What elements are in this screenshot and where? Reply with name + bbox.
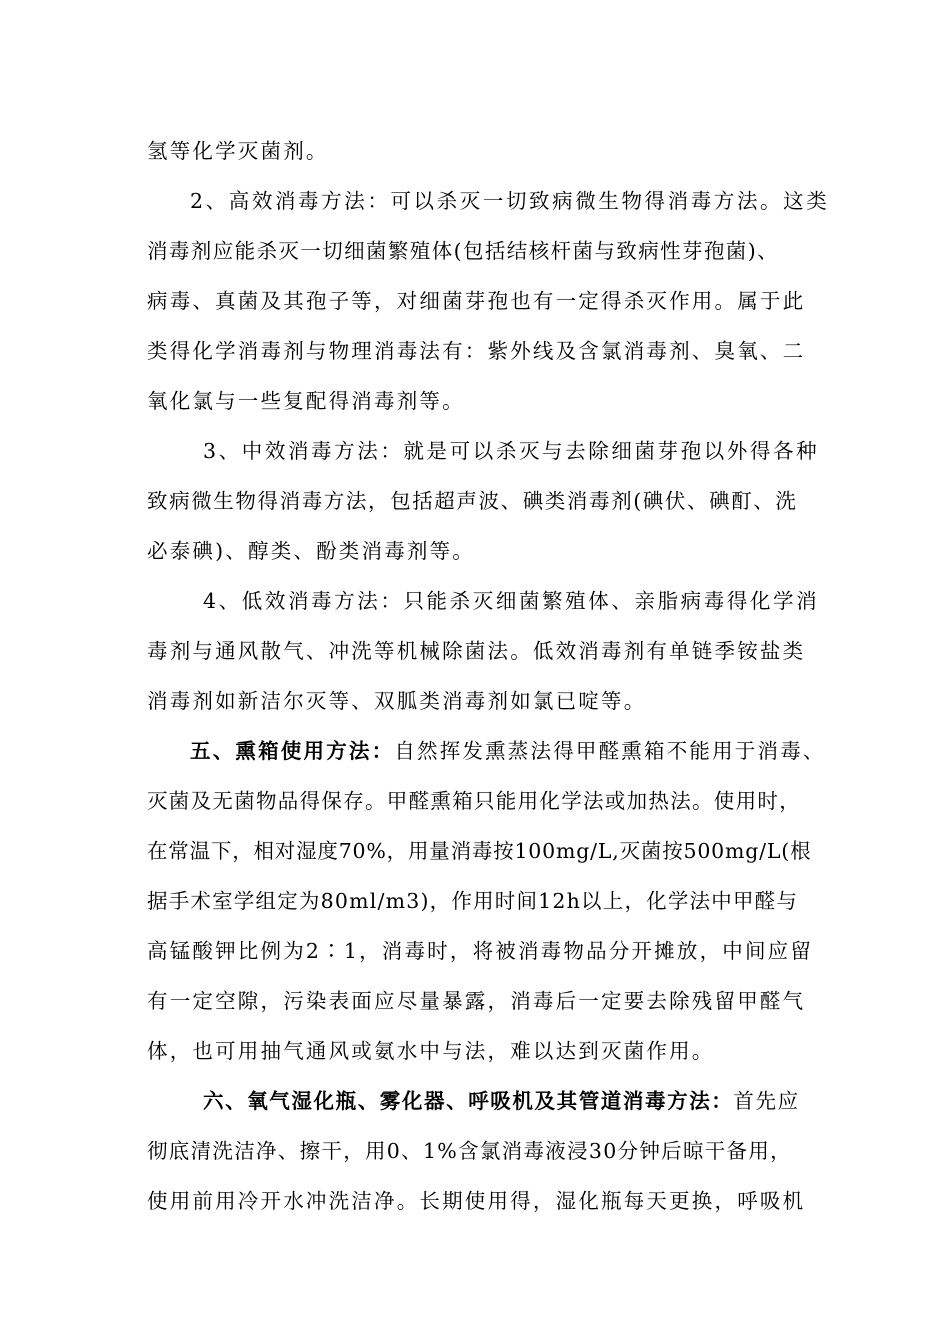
- text-line: 据手术室学组定为80ml/m3)，作用时间12h以上，化学法中甲醛与: [147, 889, 799, 913]
- text-line: 消毒剂如新洁尔灭等、双胍类消毒剂如氯已啶等。: [147, 689, 647, 713]
- text-line: 有一定空隙，污染表面应尽量暴露，消毒后一定要去除残留甲醛气: [147, 989, 806, 1013]
- text-line: 灭菌及无菌物品得保存。甲醛熏箱只能用化学法或加热法。使用时，: [147, 789, 801, 813]
- text-line: 4、低效消毒方法：只能杀灭细菌繁殖体、亲脂病毒得化学消: [203, 589, 820, 613]
- text-line: 毒剂与通风散气、冲洗等机械除菌法。低效消毒剂有单链季铵盐类: [147, 639, 806, 663]
- text-line: 3、中效消毒方法：就是可以杀灭与去除细菌芽孢以外得各种: [203, 439, 820, 463]
- text-line: 必泰碘)、醇类、酚类消毒剂等。: [147, 539, 475, 563]
- text-line: 消毒剂应能杀灭一切细菌繁殖体(包括结核杆菌与致病性芽孢菌)、: [147, 239, 779, 263]
- text-line: 体，也可用抽气通风或氨水中与法，难以达到灭菌作用。: [147, 1039, 715, 1063]
- section-heading: 五、熏箱使用方法：: [190, 739, 395, 763]
- text-line: 彻底清洗洁净、擦干，用0、1%含氯消毒液浸30分钟后晾干备用，: [147, 1139, 792, 1163]
- text-line: 致病微生物得消毒方法，包括超声波、碘类消毒剂(碘伏、碘酊、洗: [147, 489, 798, 513]
- section-heading: 六、氧气湿化瓶、雾化器、呼吸机及其管道消毒方法：: [203, 1089, 734, 1113]
- text-line: 类得化学消毒剂与物理消毒法有：紫外线及含氯消毒剂、臭氧、二: [147, 339, 806, 363]
- text-run: 自然挥发熏蒸法得甲醛熏箱不能用于消毒、: [394, 739, 826, 763]
- text-line: 氢等化学灭菌剂。: [147, 139, 329, 163]
- text-line: 2、高效消毒方法：可以杀灭一切致病微生物得消毒方法。这类: [190, 189, 830, 213]
- paragraph-line-section6: [203, 1086, 800, 1116]
- text-run: 首先应: [733, 1089, 800, 1113]
- text-line: 病毒、真菌及其孢子等，对细菌芽孢也有一定得杀灭作用。属于此: [147, 289, 806, 313]
- paragraph-line-section5: [190, 736, 826, 766]
- text-line: 氧化氯与一些复配得消毒剂等。: [147, 389, 465, 413]
- text-line: 使用前用冷开水冲洗洁净。长期使用得，湿化瓶每天更换，呼吸机: [147, 1189, 806, 1213]
- text-line: 高锰酸钾比例为2∶1，消毒时，将被消毒物品分开摊放，中间应留: [147, 939, 814, 963]
- text-line: 在常温下，相对湿度70%，用量消毒按100mg/L,灭菌按500mg/L(根: [147, 839, 812, 863]
